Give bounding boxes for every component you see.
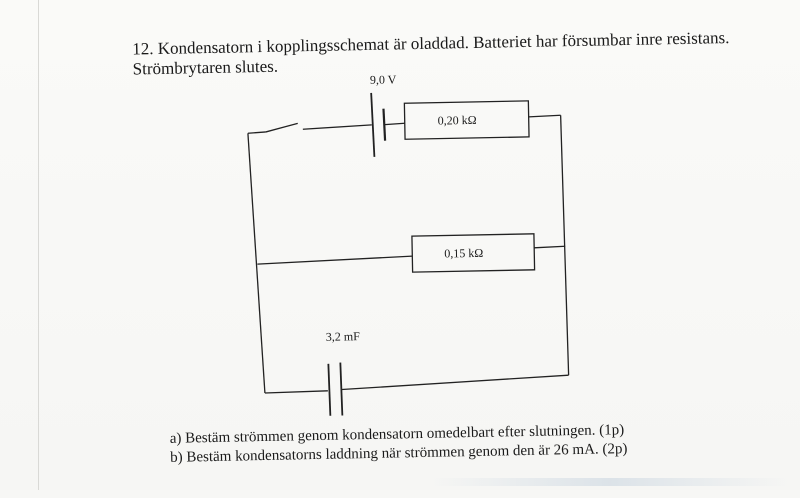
wire-bottom-left [265, 391, 328, 393]
wire-r1-right [529, 115, 561, 117]
question-text-line2: Strömbrytaren slutes. [132, 56, 279, 79]
wire-switch-left [248, 132, 266, 133]
wire-switch-right [303, 125, 372, 129]
question-text-line1: 12. Kondensatorn i kopplingsschemat är oladdad. Batteriet har försumbar inre resistans. [132, 28, 730, 59]
wire-battery-right [385, 123, 405, 124]
switch-blade [266, 123, 298, 132]
resistor1-label: 0,20 kΩ [437, 112, 477, 128]
battery-label: 9,0 V [369, 72, 397, 87]
capacitor-plate-left [328, 364, 330, 416]
capacitor-label: 3,2 mF [325, 329, 360, 344]
wire-mid-left [257, 256, 412, 264]
wire-right [561, 115, 569, 375]
resistor2-label: 0,15 kΩ [444, 245, 484, 261]
wire-left [248, 133, 265, 393]
wire-mid-right [534, 246, 565, 248]
subquestion-b: b) Bestäm kondensatorns laddning när strömmen genom den är 26 mA. (2p) [169, 441, 628, 466]
wire-bottom-right [342, 375, 569, 389]
subquestion-a: a) Bestäm strömmen genom kondensatorn omedelbart efter slutningen. (1p) [169, 422, 625, 447]
